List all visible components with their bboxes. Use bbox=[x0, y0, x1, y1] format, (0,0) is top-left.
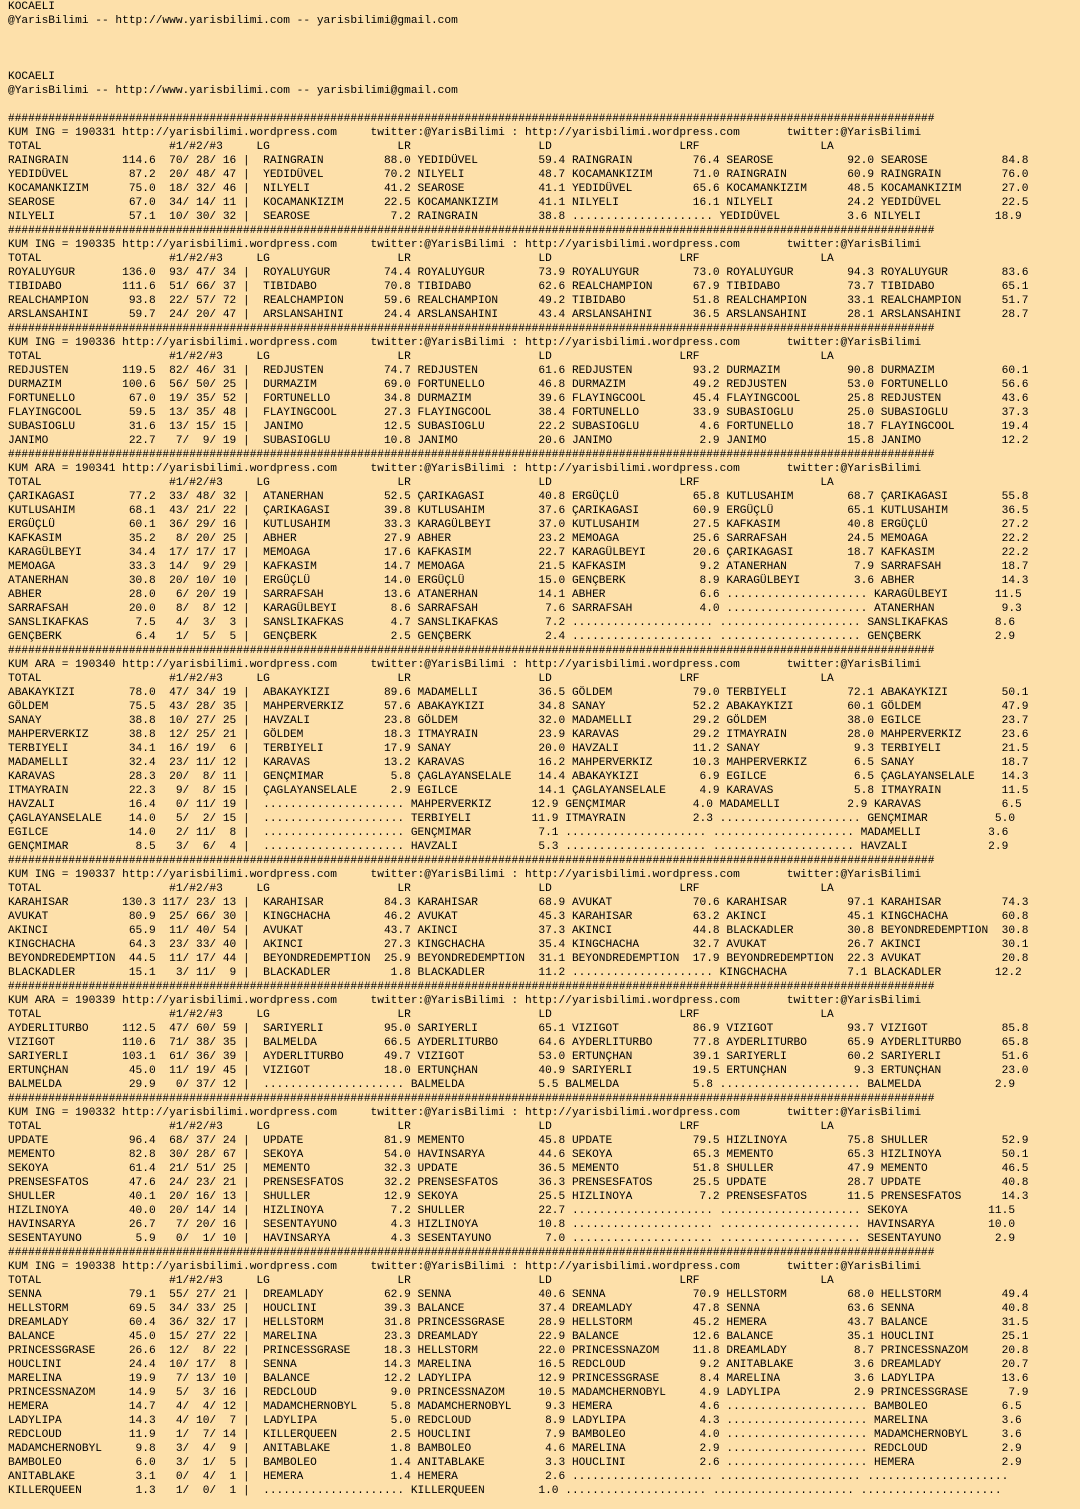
race-header bbox=[8, 994, 1080, 1008]
table-row: YEDIDÜVEL 87.2 20/ 48/ 47 | YEDIDÜVEL 70.2 NILYELI 48.7 KOCAMANKIZIM 71.0 RAINGRAIN 60.9 RAINGRAIN 76.0 bbox=[8, 169, 1029, 181]
table-row: REDJUSTEN 119.5 82/ 46/ 31 | REDJUSTEN 74.7 REDJUSTEN 61.6 REDJUSTEN 93.2 DURMAZIM 90.8 DURMAZIM 60.1 bbox=[8, 365, 1029, 377]
blank-line bbox=[8, 98, 1080, 112]
separator-line: ########################################################################################################################################## bbox=[8, 1093, 935, 1105]
race-header bbox=[8, 1106, 1080, 1120]
table-row: MARELINA 19.9 7/ 13/ 10 | BALANCE 12.2 LADYLIPA 12.9 PRINCESSGRASE 8.4 MARELINA 3.6 LADYLIPA 13.6 bbox=[8, 1373, 1029, 1385]
table-row: MAHPERVERKIZ 38.8 12/ 25/ 21 | GÖLDEM 18.3 ITMAYRAIN 23.9 KARAVAS 29.2 ITMAYRAIN 28.0 MAHPERVERKIZ 23.6 bbox=[8, 729, 1029, 741]
table-row: BLACKADLER 15.1 3/ 11/ 9 | BLACKADLER 1.8 BLACKADLER 11.2 ..................... KINGCHACHA 7.1 BLACKADLER 12.2 bbox=[8, 967, 1022, 979]
table-row: SARRAFSAH 20.0 8/ 8/ 12 | KARAGÜLBEYI 8.6 SARRAFSAH 7.6 SARRAFSAH 4.0 ..................... ATANERHAN 9.3 bbox=[8, 603, 1022, 615]
table-row: DREAMLADY 60.4 36/ 32/ 17 | HELLSTORM 31.8 PRINCESSGRASE 28.9 HELLSTORM 45.2 HEMERA 43.7 BALANCE 31.5 bbox=[8, 1317, 1029, 1329]
race-header bbox=[8, 868, 1080, 882]
table-row: FLAYINGCOOL 59.5 13/ 35/ 48 | FLAYINGCOOL 27.3 FLAYINGCOOL 38.4 FORTUNELLO 33.9 SUBASIOGLU 25.0 SUBASIOGLU 37.3 bbox=[8, 407, 1029, 419]
table-row: SEKOYA 61.4 21/ 51/ 25 | MEMENTO 32.3 UPDATE 36.5 MEMENTO 51.8 SHULLER 47.9 MEMENTO 46.5 bbox=[8, 1163, 1029, 1175]
table-row: PRENSESFATOS 47.6 24/ 23/ 21 | PRENSESFATOS 32.2 PRENSESFATOS 36.3 PRENSESFATOS 25.5 UPDATE 28.7 UPDATE 40.8 bbox=[8, 1177, 1029, 1189]
race-header bbox=[8, 462, 1080, 476]
table-row: KARAVAS 28.3 20/ 8/ 11 | GENÇMIMAR 5.8 ÇAGLAYANSELALE 14.4 ABAKAYKIZI 6.9 EGILCE 6.5 ÇAGLAYANSELALE 14.3 bbox=[8, 771, 1029, 783]
race-links: http://yarisbilimi.wordpress.com twitter:@YarisBilimi : http://yarisbilimi.wordpress.com twitter:@YarisBilimi bbox=[122, 239, 922, 251]
race-header bbox=[8, 336, 1080, 350]
race-header bbox=[8, 1260, 1080, 1274]
race-id: KUM ARA = 190341 bbox=[8, 463, 123, 475]
column-header: TOTAL #1/#2/#3 LG LR LD LRF LA bbox=[8, 1275, 834, 1287]
table-row: DURMAZIM 100.6 56/ 50/ 25 | DURMAZIM 69.0 FORTUNELLO 46.8 DURMAZIM 49.2 REDJUSTEN 53.0 FORTUNELLO 56.6 bbox=[8, 379, 1029, 391]
blank-line bbox=[8, 28, 1080, 42]
table-row: KILLERQUEEN 1.3 1/ 0/ 1 | ..................... KILLERQUEEN 1.0 ..................... ..................... ..................... bbox=[8, 1485, 1002, 1497]
race-header bbox=[8, 658, 1080, 672]
table-row: KOCAMANKIZIM 75.0 18/ 32/ 46 | NILYELI 41.2 SEAROSE 41.1 YEDIDÜVEL 65.6 KOCAMANKIZIM 48.5 KOCAMANKIZIM 27.0 bbox=[8, 183, 1029, 195]
separator-line: ########################################################################################################################################## bbox=[8, 225, 935, 237]
table-row: MADAMCHERNOBYL 9.8 3/ 4/ 9 | ANITABLAKE 1.8 BAMBOLEO 4.6 MARELINA 2.9 ..................... REDCLOUD 2.9 bbox=[8, 1443, 1022, 1455]
table-row: JANIMO 22.7 7/ 9/ 19 | SUBASIOGLU 10.8 JANIMO 20.6 JANIMO 2.9 JANIMO 15.8 JANIMO 12.2 bbox=[8, 435, 1029, 447]
table-row: ABAKAYKIZI 78.0 47/ 34/ 19 | ABAKAYKIZI 89.6 MADAMELLI 36.5 GÖLDEM 79.0 TERBIYELI 72.1 ABAKAYKIZI 50.1 bbox=[8, 687, 1029, 699]
table-row: UPDATE 96.4 68/ 37/ 24 | UPDATE 81.9 MEMENTO 45.8 UPDATE 79.5 HIZLINOYA 75.8 SHULLER 52.9 bbox=[8, 1135, 1029, 1147]
race-links: http://yarisbilimi.wordpress.com twitter:@YarisBilimi : http://yarisbilimi.wordpress.com twitter:@YarisBilimi bbox=[122, 659, 922, 671]
table-row: HOUCLINI 24.4 10/ 17/ 8 | SENNA 14.3 MARELINA 16.5 REDCLOUD 9.2 ANITABLAKE 3.6 DREAMLADY 20.7 bbox=[8, 1359, 1029, 1371]
race-links: http://yarisbilimi.wordpress.com twitter:@YarisBilimi : http://yarisbilimi.wordpress.com twitter:@YarisBilimi bbox=[122, 995, 922, 1007]
table-row: BALMELDA 29.9 0/ 37/ 12 | ..................... BALMELDA 5.5 BALMELDA 5.8 ..................... BALMELDA 2.9 bbox=[8, 1079, 1016, 1091]
table-row: EGILCE 14.0 2/ 11/ 8 | ..................... GENÇMIMAR 7.1 ..................... ..................... MADAMELLI 3.6 bbox=[8, 827, 1009, 839]
race-tables bbox=[8, 112, 1080, 1498]
race-links: http://yarisbilimi.wordpress.com twitter:@YarisBilimi : http://yarisbilimi.wordpress.com twitter:@YarisBilimi bbox=[122, 337, 922, 349]
race-header bbox=[8, 126, 1080, 140]
table-row: MEMENTO 82.8 30/ 28/ 67 | SEKOYA 54.0 HAVINSARYA 44.6 SEKOYA 65.3 MEMENTO 65.3 HIZLINOYA 50.1 bbox=[8, 1149, 1029, 1161]
table-row: ABHER 28.0 6/ 20/ 19 | SARRAFSAH 13.6 ATANERHAN 14.1 ABHER 6.6 ..................... KARAGÜLBEYI 11.5 bbox=[8, 589, 1022, 601]
race-id: KUM ING = 190335 bbox=[8, 239, 123, 251]
blank-line bbox=[8, 56, 1080, 70]
race-id: KUM ING = 190336 bbox=[8, 337, 123, 349]
table-row: ATANERHAN 30.8 20/ 10/ 10 | ERGÜÇLÜ 14.0 ERGÜÇLÜ 15.0 GENÇBERK 8.9 KARAGÜLBEYI 3.6 ABHER 14.3 bbox=[8, 575, 1029, 587]
race-id: KUM ARA = 190339 bbox=[8, 995, 123, 1007]
table-row: MADAMELLI 32.4 23/ 11/ 12 | KARAVAS 13.2 KARAVAS 16.2 MAHPERVERKIZ 10.3 MAHPERVERKIZ 6.5 SANAY 18.7 bbox=[8, 757, 1029, 769]
separator-line: ########################################################################################################################################## bbox=[8, 645, 935, 657]
separator-line: ########################################################################################################################################## bbox=[8, 1247, 935, 1259]
race-id: KUM ING = 190332 bbox=[8, 1107, 123, 1119]
table-row: MEMOAGA 33.3 14/ 9/ 29 | KAFKASIM 14.7 MEMOAGA 21.5 KAFKASIM 9.2 ATANERHAN 7.9 SARRAFSAH 18.7 bbox=[8, 561, 1029, 573]
table-row: REDCLOUD 11.9 1/ 7/ 14 | KILLERQUEEN 2.5 HOUCLINI 7.9 BAMBOLEO 4.0 ..................... MADAMCHERNOBYL 3.6 bbox=[8, 1429, 1022, 1441]
table-row: HAVZALI 16.4 0/ 11/ 19 | ..................... MAHPERVERKIZ 12.9 GENÇMIMAR 4.0 MADAMELLI 2.9 KARAVAS 6.5 bbox=[8, 799, 1022, 811]
race-links: http://yarisbilimi.wordpress.com twitter:@YarisBilimi : http://yarisbilimi.wordpress.com twitter:@YarisBilimi bbox=[122, 1107, 922, 1119]
table-row: SENNA 79.1 55/ 27/ 21 | DREAMLADY 62.9 SENNA 40.6 SENNA 70.9 HELLSTORM 68.0 HELLSTORM 49.4 bbox=[8, 1289, 1029, 1301]
table-row: REALCHAMPION 93.8 22/ 57/ 72 | REALCHAMPION 59.6 REALCHAMPION 49.2 TIBIDABO 51.8 REALCHAMPION 33.1 REALCHAMPION 51.7 bbox=[8, 295, 1029, 307]
separator-line: ########################################################################################################################################## bbox=[8, 113, 935, 125]
column-header: TOTAL #1/#2/#3 LG LR LD LRF LA bbox=[8, 351, 834, 363]
contact-line: @YarisBilimi -- http://www.yarisbilimi.com -- yarisbilimi@gmail.com bbox=[8, 85, 458, 97]
race-links: http://yarisbilimi.wordpress.com twitter:@YarisBilimi : http://yarisbilimi.wordpress.com twitter:@YarisBilimi bbox=[122, 127, 922, 139]
separator-line: ########################################################################################################################################## bbox=[8, 449, 935, 461]
column-header: TOTAL #1/#2/#3 LG LR LD LRF LA bbox=[8, 253, 834, 265]
column-header: TOTAL #1/#2/#3 LG LR LD LRF LA bbox=[8, 1121, 834, 1133]
table-row: AKINCI 65.9 11/ 40/ 54 | AVUKAT 43.7 AKINCI 37.3 AKINCI 44.8 BLACKADLER 30.8 BEYONDREDEMPTION 30.8 bbox=[8, 925, 1029, 937]
table-row: ÇAGLAYANSELALE 14.0 5/ 2/ 15 | ..................... TERBIYELI 11.9 ITMAYRAIN 2.3 ..................... GENÇMIMAR 5.0 bbox=[8, 813, 1016, 825]
table-row: AYDERLITURBO 112.5 47/ 60/ 59 | SARIYERLI 95.0 SARIYERLI 65.1 VIZIGOT 86.9 VIZIGOT 93.7 VIZIGOT 85.8 bbox=[8, 1023, 1029, 1035]
race-links: http://yarisbilimi.wordpress.com twitter:@YarisBilimi : http://yarisbilimi.wordpress.com twitter:@YarisBilimi bbox=[122, 1261, 922, 1273]
race-links: http://yarisbilimi.wordpress.com twitter:@YarisBilimi : http://yarisbilimi.wordpress.com twitter:@YarisBilimi bbox=[122, 869, 922, 881]
report-title: KOCAELI bbox=[8, 1, 55, 13]
table-row: KUTLUSAHIM 68.1 43/ 21/ 22 | ÇARIKAGASI 39.8 KUTLUSAHIM 37.6 ÇARIKAGASI 60.9 ERGÜÇLÜ 65.1 KUTLUSAHIM 36.5 bbox=[8, 505, 1029, 517]
table-row: SEAROSE 67.0 34/ 14/ 11 | KOCAMANKIZIM 22.5 KOCAMANKIZIM 41.1 NILYELI 16.1 NILYELI 24.2 YEDIDÜVEL 22.5 bbox=[8, 197, 1029, 209]
table-row: BEYONDREDEMPTION 44.5 11/ 17/ 44 | BEYONDREDEMPTION 25.9 BEYONDREDEMPTION 31.1 BEYONDREDEMPTION 17.9 BEYONDREDEMPTION 22.3 AVUKAT 20.8 bbox=[8, 953, 1029, 965]
table-row: PRINCESSGRASE 26.6 12/ 8/ 22 | PRINCESSGRASE 18.3 HELLSTORM 22.0 PRINCESSNAZOM 11.8 DREAMLADY 8.7 PRINCESSNAZOM 20.8 bbox=[8, 1345, 1029, 1357]
table-row: ITMAYRAIN 22.3 9/ 8/ 15 | ÇAGLAYANSELALE 2.9 EGILCE 14.1 ÇAGLAYANSELALE 4.9 KARAVAS 5.8 ITMAYRAIN 11.5 bbox=[8, 785, 1029, 797]
table-row: PRINCESSNAZOM 14.9 5/ 3/ 16 | REDCLOUD 9.0 PRINCESSNAZOM 10.5 MADAMCHERNOBYL 4.9 LADYLIPA 2.9 PRINCESSGRASE 7.9 bbox=[8, 1387, 1029, 1399]
table-row: AVUKAT 80.9 25/ 66/ 30 | KINGCHACHA 46.2 AVUKAT 45.3 KARAHISAR 63.2 AKINCI 45.1 KINGCHACHA 60.8 bbox=[8, 911, 1029, 923]
table-row: HIZLINOYA 40.0 20/ 14/ 14 | HIZLINOYA 7.2 SHULLER 22.7 ..................... ..................... SEKOYA 11.5 bbox=[8, 1205, 1016, 1217]
separator-line: ########################################################################################################################################## bbox=[8, 323, 935, 335]
table-row: SESENTAYUNO 5.9 0/ 1/ 10 | HAVINSARYA 4.3 SESENTAYUNO 7.0 ..................... ..................... SESENTAYUNO 2.9 bbox=[8, 1233, 1016, 1245]
table-row: ANITABLAKE 3.1 0/ 4/ 1 | HEMERA 1.4 HEMERA 2.6 ..................... ..................... ..................... bbox=[8, 1471, 1009, 1483]
table-row: SARIYERLI 103.1 61/ 36/ 39 | AYDERLITURBO 49.7 VIZIGOT 53.0 ERTUNÇHAN 39.1 SARIYERLI 60.2 SARIYERLI 51.6 bbox=[8, 1051, 1029, 1063]
table-row: ARSLANSAHINI 59.7 24/ 20/ 47 | ARSLANSAHINI 24.4 ARSLANSAHINI 43.4 ARSLANSAHINI 36.5 ARSLANSAHINI 28.1 ARSLANSAHINI 28.7 bbox=[8, 309, 1029, 321]
table-row: SANAY 38.8 10/ 27/ 25 | HAVZALI 23.8 GÖLDEM 32.0 MADAMELLI 29.2 GÖLDEM 38.0 EGILCE 23.7 bbox=[8, 715, 1029, 727]
table-row: TIBIDABO 111.6 51/ 66/ 37 | TIBIDABO 70.8 TIBIDABO 62.6 REALCHAMPION 67.9 TIBIDABO 73.7 TIBIDABO 65.1 bbox=[8, 281, 1029, 293]
table-row: BAMBOLEO 6.0 3/ 1/ 5 | BAMBOLEO 1.4 ANITABLAKE 3.3 HOUCLINI 2.6 ..................... HEMERA 2.9 bbox=[8, 1457, 1022, 1469]
table-row: HAVINSARYA 26.7 7/ 20/ 16 | SESENTAYUNO 4.3 HIZLINOYA 10.8 ..................... ..................... HAVINSARYA 10.0 bbox=[8, 1219, 1016, 1231]
table-row: SUBASIOGLU 31.6 13/ 15/ 15 | JANIMO 12.5 SUBASIOGLU 22.2 SUBASIOGLU 4.6 FORTUNELLO 18.7 FLAYINGCOOL 19.4 bbox=[8, 421, 1029, 433]
column-header: TOTAL #1/#2/#3 LG LR LD LRF LA bbox=[8, 673, 834, 685]
table-row: LADYLIPA 14.3 4/ 10/ 7 | LADYLIPA 5.0 REDCLOUD 8.9 LADYLIPA 4.3 ..................... MARELINA 3.6 bbox=[8, 1415, 1022, 1427]
race-header bbox=[8, 238, 1080, 252]
race-id: KUM ING = 190331 bbox=[8, 127, 123, 139]
table-row: GENÇMIMAR 8.5 3/ 6/ 4 | ..................... HAVZALI 5.3 ..................... ..................... HAVZALI 2.9 bbox=[8, 841, 1009, 853]
table-row: RAINGRAIN 114.6 70/ 28/ 16 | RAINGRAIN 88.0 YEDIDÜVEL 59.4 RAINGRAIN 76.4 SEAROSE 92.0 SEAROSE 84.8 bbox=[8, 155, 1029, 167]
race-id: KUM ING = 190337 bbox=[8, 869, 123, 881]
column-header: TOTAL #1/#2/#3 LG LR LD LRF LA bbox=[8, 1009, 834, 1021]
table-row: BALANCE 45.0 15/ 27/ 22 | MARELINA 23.3 DREAMLADY 22.9 BALANCE 12.6 BALANCE 35.1 HOUCLINI 25.1 bbox=[8, 1331, 1029, 1343]
table-row: ROYALUYGUR 136.0 93/ 47/ 34 | ROYALUYGUR 74.4 ROYALUYGUR 73.9 ROYALUYGUR 73.0 ROYALUYGUR 94.3 ROYALUYGUR 83.6 bbox=[8, 267, 1029, 279]
table-row: ÇARIKAGASI 77.2 33/ 48/ 32 | ATANERHAN 52.5 ÇARIKAGASI 40.8 ERGÜÇLÜ 65.8 KUTLUSAHIM 68.7 ÇARIKAGASI 55.8 bbox=[8, 491, 1029, 503]
table-row: ERGÜÇLÜ 60.1 36/ 29/ 16 | KUTLUSAHIM 33.3 KARAGÜLBEYI 37.0 KUTLUSAHIM 27.5 KAFKASIM 40.8 ERGÜÇLÜ 27.2 bbox=[8, 519, 1029, 531]
column-header: TOTAL #1/#2/#3 LG LR LD LRF LA bbox=[8, 141, 834, 153]
table-row: SANSLIKAFKAS 7.5 4/ 3/ 3 | SANSLIKAFKAS 4.7 SANSLIKAFKAS 7.2 ..................... ..................... SANSLIKAFKAS 8.6 bbox=[8, 617, 1016, 629]
table-row: KARAHISAR 130.3 117/ 23/ 13 | KARAHISAR 84.3 KARAHISAR 68.9 AVUKAT 70.6 KARAHISAR 97.1 KARAHISAR 74.3 bbox=[8, 897, 1029, 909]
table-row: KAFKASIM 35.2 8/ 20/ 25 | ABHER 27.9 ABHER 23.2 MEMOAGA 25.6 SARRAFSAH 24.5 MEMOAGA 22.2 bbox=[8, 533, 1029, 545]
table-row: KARAGÜLBEYI 34.4 17/ 17/ 17 | MEMOAGA 17.6 KAFKASIM 22.7 KARAGÜLBEYI 20.6 ÇARIKAGASI 18.7 KAFKASIM 22.2 bbox=[8, 547, 1029, 559]
table-row: KINGCHACHA 64.3 23/ 33/ 40 | AKINCI 27.3 KINGCHACHA 35.4 KINGCHACHA 32.7 AVUKAT 26.7 AKINCI 30.1 bbox=[8, 939, 1029, 951]
table-row: HELLSTORM 69.5 34/ 33/ 25 | HOUCLINI 39.3 BALANCE 37.4 DREAMLADY 47.8 SENNA 63.6 SENNA 40.8 bbox=[8, 1303, 1029, 1315]
table-row: FORTUNELLO 67.0 19/ 35/ 52 | FORTUNELLO 34.8 DURMAZIM 39.6 FLAYINGCOOL 45.4 FLAYINGCOOL 25.8 REDJUSTEN 43.6 bbox=[8, 393, 1029, 405]
table-row: HEMERA 14.7 4/ 4/ 12 | MADAMCHERNOBYL 5.8 MADAMCHERNOBYL 9.3 HEMERA 4.6 ..................... BAMBOLEO 6.5 bbox=[8, 1401, 1022, 1413]
table-row: GÖLDEM 75.5 43/ 28/ 35 | MAHPERVERKIZ 57.6 ABAKAYKIZI 34.8 SANAY 52.2 ABAKAYKIZI 60.1 GÖLDEM 47.9 bbox=[8, 701, 1029, 713]
blank-line bbox=[8, 42, 1080, 56]
contact-line: @YarisBilimi -- http://www.yarisbilimi.com -- yarisbilimi@gmail.com bbox=[8, 15, 458, 27]
separator-line: ########################################################################################################################################## bbox=[8, 855, 935, 867]
report-title: KOCAELI bbox=[8, 71, 55, 83]
race-id: KUM ARA = 190340 bbox=[8, 659, 123, 671]
table-row: TERBIYELI 34.1 16/ 19/ 6 | TERBIYELI 17.9 SANAY 20.0 HAVZALI 11.2 SANAY 9.3 TERBIYELI 21.5 bbox=[8, 743, 1029, 755]
column-header: TOTAL #1/#2/#3 LG LR LD LRF LA bbox=[8, 883, 834, 895]
table-row: VIZIGOT 110.6 71/ 38/ 35 | BALMELDA 66.5 AYDERLITURBO 64.6 AYDERLITURBO 77.8 AYDERLITURBO 65.9 AYDERLITURBO 65.8 bbox=[8, 1037, 1029, 1049]
race-id: KUM ING = 190338 bbox=[8, 1261, 123, 1273]
table-row: GENÇBERK 6.4 1/ 5/ 5 | GENÇBERK 2.5 GENÇBERK 2.4 ..................... ..................... GENÇBERK 2.9 bbox=[8, 631, 1016, 643]
separator-line: ########################################################################################################################################## bbox=[8, 981, 935, 993]
table-row: SHULLER 40.1 20/ 16/ 13 | SHULLER 12.9 SEKOYA 25.5 HIZLINOYA 7.2 PRENSESFATOS 11.5 PRENSESFATOS 14.3 bbox=[8, 1191, 1029, 1203]
race-links: http://yarisbilimi.wordpress.com twitter:@YarisBilimi : http://yarisbilimi.wordpress.com twitter:@YarisBilimi bbox=[122, 463, 922, 475]
column-header: TOTAL #1/#2/#3 LG LR LD LRF LA bbox=[8, 477, 834, 489]
table-row: NILYELI 57.1 10/ 30/ 32 | SEAROSE 7.2 RAINGRAIN 38.8 ..................... YEDIDÜVEL 3.6 NILYELI 18.9 bbox=[8, 211, 1022, 223]
table-row: ERTUNÇHAN 45.0 11/ 19/ 45 | VIZIGOT 18.0 ERTUNÇHAN 40.9 SARIYERLI 19.5 ERTUNÇHAN 9.3 ERTUNÇHAN 23.0 bbox=[8, 1065, 1029, 1077]
